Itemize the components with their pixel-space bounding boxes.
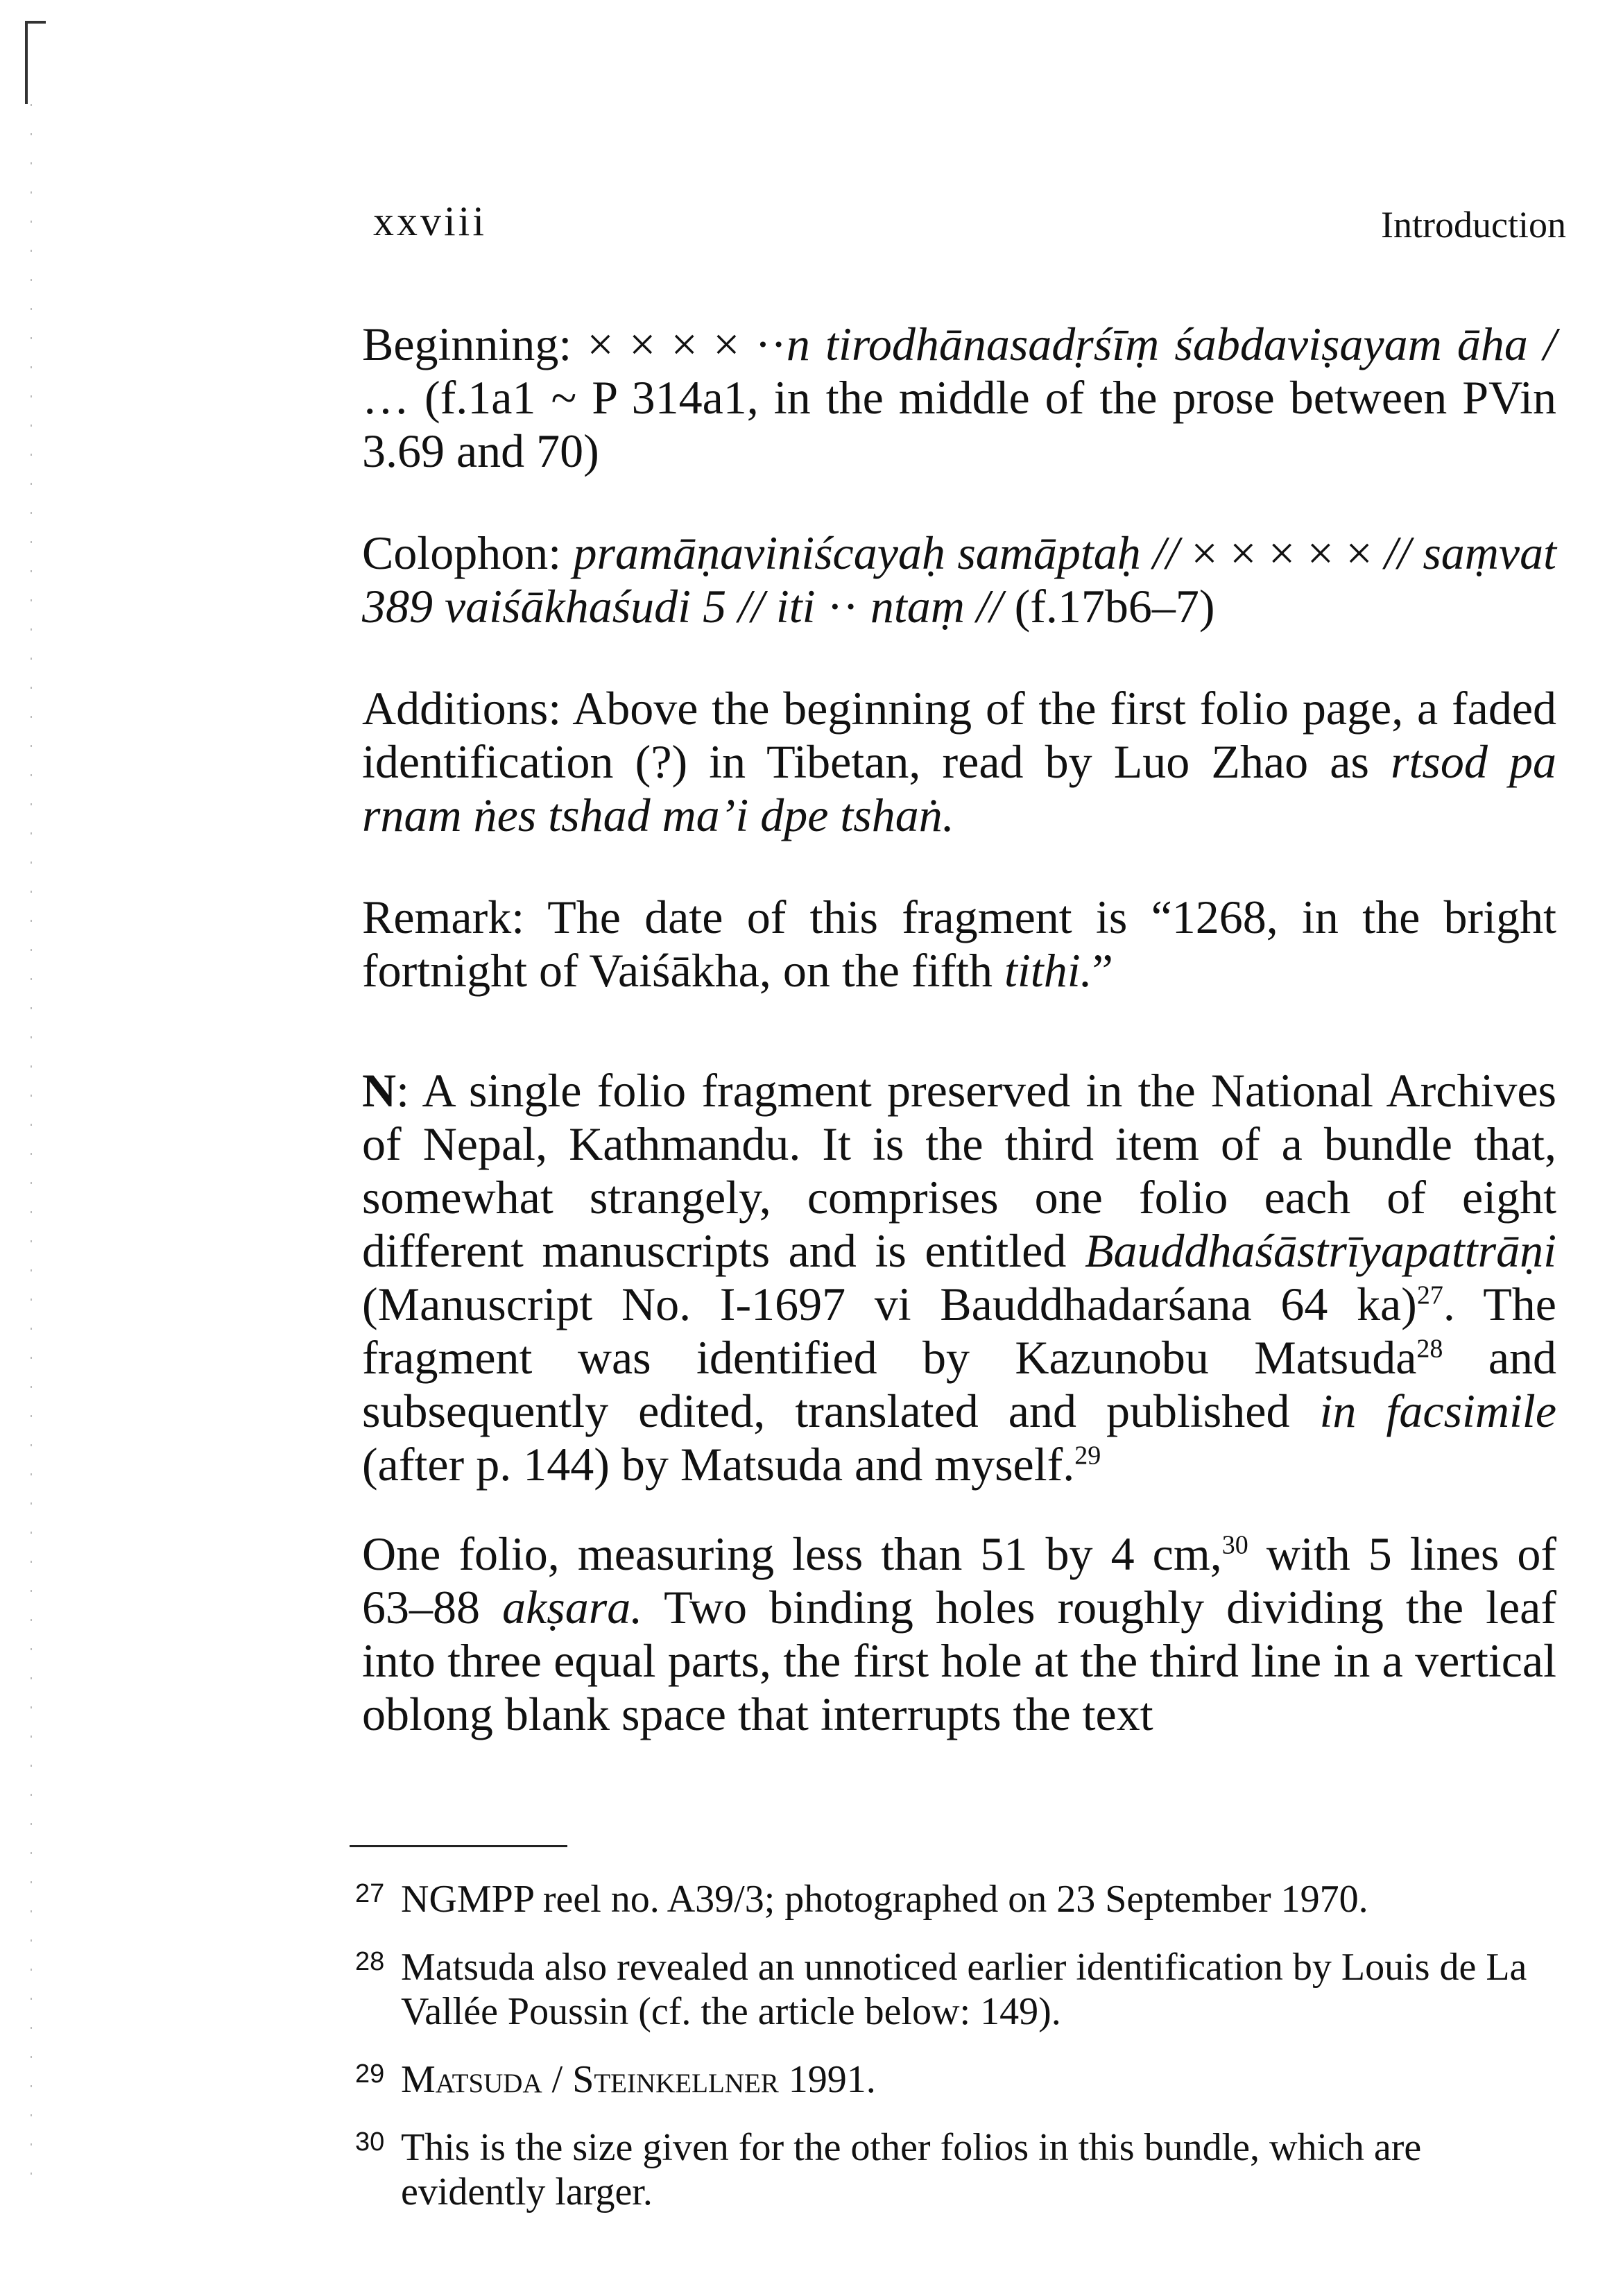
footnote-number: 28 (355, 1947, 385, 1976)
additions-tibetan: rtsod pa rnam ṅes tshad ma’i dpe tshaṅ. (362, 735, 1557, 841)
footnote-28 (355, 1945, 1534, 2034)
footnote-ref-28[interactable]: 28 (1416, 1334, 1443, 1364)
footnote-number: 30 (355, 2127, 385, 2157)
beginning-sanskrit: n tirodhānasadṛśīṃ śabdaviṣayam āha / (786, 318, 1557, 370)
colophon-sanskrit-c: ntaṃ // (870, 580, 1003, 633)
footnote-text: 1991. (778, 2058, 876, 2101)
colophon-sanskrit-b: // saṃvat 389 vaiśākhaśudi 5 // iti (362, 526, 1556, 633)
remark-tithi: tithi. (1004, 944, 1092, 997)
n-title: Bauddhaśāstrīyapattrāṇi (1084, 1224, 1557, 1277)
remark-text: The date of this fragment is “1268, in the bright fortnight of Vaiśākha, on the fifth (362, 891, 1556, 997)
paragraph-n (362, 1064, 1556, 1491)
beginning-reference: … (f.1a1 ~ P 314a1, in the middle of the prose between PVin 3.69 and 70) (362, 371, 1556, 477)
paragraph-additions (362, 682, 1556, 842)
beginning-label: Beginning: (362, 318, 572, 370)
footnote-text: NGMPP reel no. A39/3; photographed on 23 September 1970. (401, 1878, 1368, 1921)
footnote-29 (355, 2057, 1534, 2102)
folio-aksara: akṣara. (502, 1581, 643, 1634)
siglum-n: N (362, 1064, 397, 1117)
footnote-author-separator: / (542, 2058, 573, 2101)
folio-text-d: Two binding holes roughly dividing the leaf into three equal parts, the first hole at the third line in a vertical oblong blank space that interrupts the text (362, 1581, 1556, 1740)
colophon-label: Colophon: (362, 526, 562, 579)
beginning-lacuna: × × × × ·· (587, 318, 787, 370)
running-title: Introduction (1381, 204, 1566, 246)
remark-close-quote: ” (1092, 944, 1113, 997)
n-text-a: : A single folio fragment preserved in the National Archives of Nepal, Kathmandu. It is the third item of a bundle that, somewhat strangely, comprises one folio each of eight different manuscripts and is entitled (362, 1064, 1556, 1277)
body-text (362, 318, 1556, 1741)
footnotes (355, 1877, 1534, 2238)
additions-label: Additions: (362, 682, 562, 735)
footnote-ref-29[interactable]: 29 (1074, 1441, 1101, 1471)
colophon-reference: (f.17b6–7) (1014, 580, 1215, 633)
footnote-ref-30[interactable]: 30 (1221, 1530, 1248, 1560)
n-text-e: and subsequently edited, translated and published (362, 1331, 1557, 1437)
footnote-text: This is the size given for the other folios in this bundle, which are evidently larger. (401, 2126, 1422, 2213)
running-head (373, 198, 1566, 260)
footnote-number: 29 (355, 2059, 385, 2089)
folio-text-a: One folio, measuring less than 51 by 4 cm, (362, 1527, 1222, 1580)
footnote-text: Matsuda also revealed an unnoticed earlier identification by Louis de La Vallée Poussin (cf. the article below: 149). (401, 1946, 1527, 2033)
colophon-gap: ·· (827, 580, 859, 633)
footnote-ref-27[interactable]: 27 (1416, 1280, 1443, 1310)
additions-text: Above the beginning of the first folio page, a faded identification (?) in Tibetan, read by Luo Zhao as (362, 682, 1556, 788)
footnote-author-matsuda: Matsuda (401, 2058, 542, 2101)
n-in-facsimile: in facsimile (1319, 1385, 1556, 1437)
n-text-g: (after p. 144) by Matsuda and myself. (362, 1438, 1075, 1491)
scan-edge-artifact (31, 104, 32, 2185)
remark-label: Remark: (362, 891, 525, 943)
crop-mark (25, 21, 28, 104)
footnote-number: 27 (355, 1879, 385, 1908)
n-text-d: . The fragment was identified by Kazunobu Matsuda (362, 1278, 1556, 1384)
paragraph-remark (362, 891, 1556, 997)
colophon-sanskrit-a: pramāṇaviniścayaḥ samāptaḥ // (573, 526, 1179, 579)
paragraph-colophon (362, 526, 1556, 633)
footnote-30 (355, 2125, 1534, 2214)
folio-text-b: with 5 lines of 63–88 (362, 1527, 1557, 1634)
colophon-lacuna: × × × × × (1191, 526, 1373, 579)
footnote-27 (355, 1877, 1534, 1921)
footnote-author-steinkellner: Steinkellner (572, 2058, 779, 2101)
paragraph-folio (362, 1527, 1556, 1741)
footnote-divider (350, 1845, 567, 1847)
page-number: xxviii (373, 198, 488, 244)
paragraph-beginning (362, 318, 1556, 478)
n-text-c: (Manuscript No. I-1697 vi Bauddhadarśana 64 ka) (362, 1278, 1417, 1330)
